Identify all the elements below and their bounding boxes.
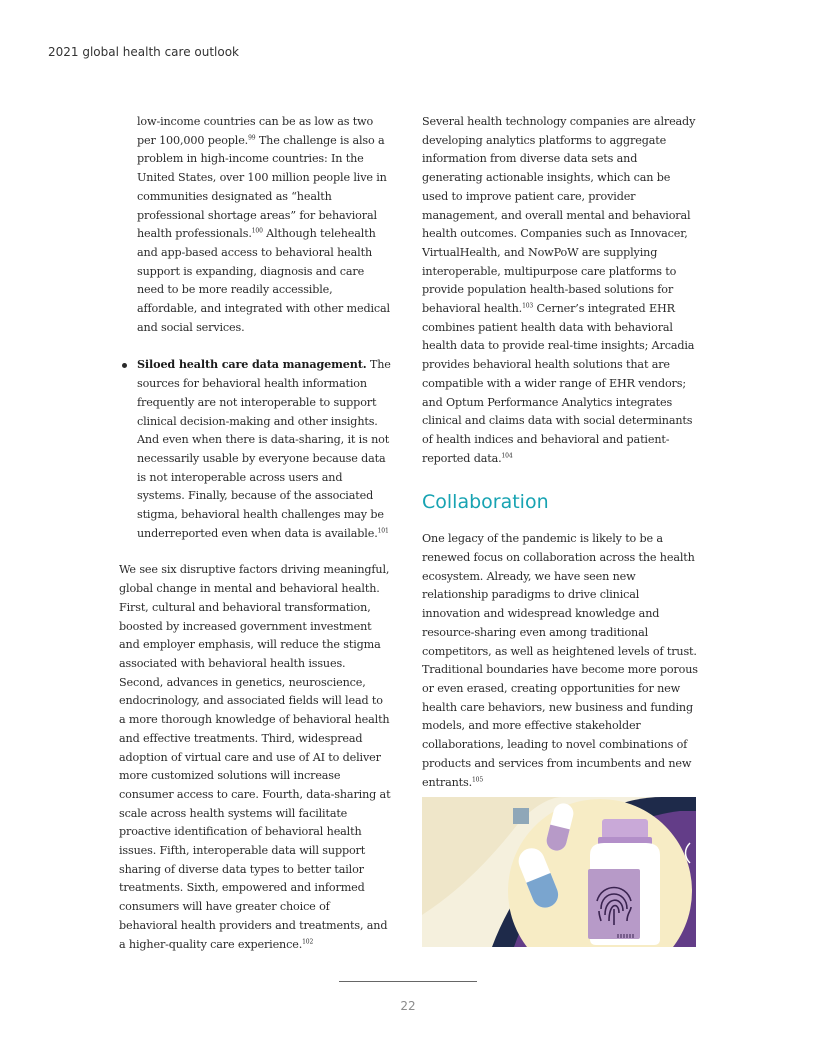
bullet-body: The sources for behavioral health information frequently are not interoperable to support clinical decision-making and other insights. And even when there is data-sharing, it is not necessarily usable by everyone because data is not interoperable across users and systems. Finally, because of the associated stigma, behavioral health challenges may be underreported even when data is available. <box>137 358 391 540</box>
footnote-ref: 105 <box>472 775 484 783</box>
text-run: We see six disruptive factors driving meaningful, global change in mental and behavioral health. First, cultural and behavioral transformation, boosted by increased government investment and employer emphasis, will reduce the stigma associated with behavioral health issues. Second, advances in genetics, neuroscience, endocrinology, and associated fields will lead to a more thorough knowledge of behavioral health and effective treatments. Third, widespread adoption of virtual care and use of AI to deliver more customized solutions will increase consumer access to care. Fourth, data-sharing at scale across health systems will facilitate proactive identification of behavioral health issues. Fifth, interoperable data will support sharing of diverse data types to better tailor treatments. Sixth, empowered and informed consumers will have greater choice of behavioral health providers and treatments, and a higher-quality care experience. <box>119 563 391 951</box>
pill-bottle-icon <box>588 819 660 945</box>
bullet-dot <box>122 363 127 368</box>
health-data-illustration <box>422 797 696 947</box>
footnote-ref: 101 <box>377 527 389 535</box>
section-heading-collaboration: Collaboration <box>422 491 549 514</box>
collaboration-paragraph <box>422 530 698 792</box>
running-header: 2021 global health care outlook <box>48 45 240 59</box>
small-square-icon <box>513 808 529 824</box>
right-column <box>422 113 698 792</box>
pills-fingerprint-bottle-graphic <box>422 797 696 947</box>
text-run: Cerner’s integrated EHR combines patient health data with behavioral health data to provide real-time insights; Arcadia provides behavioral health solutions that are compatible with a wider range of EHR vendors; and Optum Performance Analytics integrates clinical and claims data with social determinants of health indices and behavioral and patient-reported data. <box>422 302 695 465</box>
left-column <box>119 113 391 954</box>
text-run: Several health technology companies are already developing analytics platforms to aggregate information from diverse data sets and generating actionable insights, which can be used to improve patient care, provider management, and overall mental and behavioral health outcomes. Companies such as Innovacer, VirtualHealth, and NowPoW are supplying interoperable, multipurpose care platforms to provide population health-based solutions for behavioral health. <box>422 115 696 316</box>
footer-rule <box>339 981 477 982</box>
footnote-ref: 99 <box>248 133 256 141</box>
footnote-ref: 103 <box>522 302 534 310</box>
analytics-paragraph <box>422 113 698 468</box>
bottle-label <box>588 869 640 939</box>
footnote-ref: 102 <box>302 937 314 945</box>
footnote-ref: 100 <box>251 227 263 235</box>
bullet-title: Siloed health care data management. <box>137 357 367 372</box>
footnote-ref: 104 <box>501 451 513 459</box>
text-run: low-income countries can be as low as two per 100,000 people. <box>137 115 374 147</box>
bullet-item-siloed-data <box>119 355 391 543</box>
text-run: The challenge is also a problem in high-income countries: In the United States, over 100 million people live in communities designated as “health professional shortage areas” for behavioral health professionals. <box>137 133 387 241</box>
text-run: One legacy of the pandemic is likely to be a renewed focus on collaboration across the health ecosystem. Already, we have seen new relationship paradigms to drive clinical innovation and widespread knowledge and resource-sharing even among traditional competitors, as well as heightened levels of trust. Traditional boundaries have become more porous or even erased, creating opportunities for new health care behaviors, new business and funding models, and more effective stakeholder collaborations, leading to novel combinations of products and services from incumbents and new entrants. <box>422 532 698 789</box>
intro-continuation <box>119 113 391 337</box>
page-number: 22 <box>400 999 416 1013</box>
text-run: Although telehealth and app-based access to behavioral health support is expanding, diagnosis and care need to be more readily accessible, affordable, and integrated with other medical and social services. <box>137 227 390 334</box>
disruptive-factors-paragraph <box>119 561 391 954</box>
bullet-text <box>137 355 391 543</box>
